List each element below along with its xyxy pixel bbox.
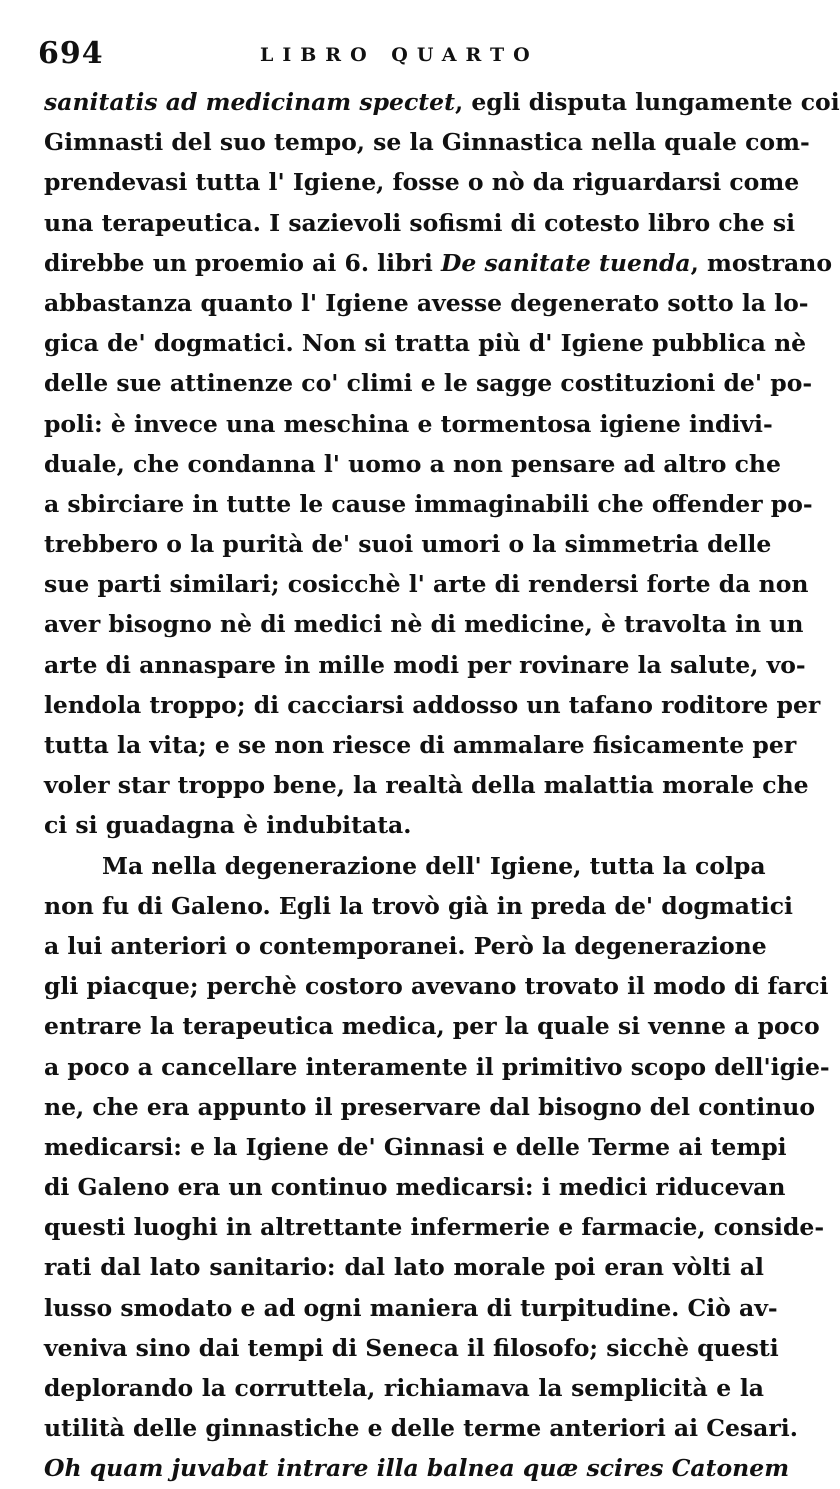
text-line [44,805,764,845]
text-segment: Ma nella degenerazione dell' Igiene, tutta la colpa [102,851,766,880]
text-line [44,1207,825,1247]
text-line [44,1167,786,1207]
text-segment: prendevasi tutta l' Igiene, fosse o nò da riguardarsi come [44,168,800,197]
text-segment: lendola troppo; di cacciarsi addosso un tafano roditore per [44,690,821,719]
text-line [44,1247,764,1287]
text-line [44,404,773,444]
text-line [44,886,793,926]
text-segment: trebbero o la purità de' suoi umori o la simmetria delle [44,530,772,559]
text-line [44,323,807,363]
text-segment: medicarsi: e la Igiene de' Ginnasi e delle Terme ai tempi [44,1132,787,1161]
text-segment: una terapeutica. I sazievoli sofismi di cotesto libro che si [44,208,796,237]
text-line [44,564,809,604]
italic-text: sanitatis ad medicinam spectet [44,88,455,116]
text-line [44,162,800,202]
text-line [44,725,797,765]
text-line [44,524,772,564]
text-segment: poli: è invece una meschina e tormentosa igiene indivi- [44,409,773,438]
text-line [44,685,821,725]
text-line [44,444,781,484]
text-line [44,82,840,122]
text-line [44,966,829,1006]
body-text [44,82,840,1489]
text-segment: direbbe un proemio ai 6. libri [44,248,441,277]
text-segment: abbastanza quanto l' Igiene avesse degenerato sotto la lo- [44,288,809,317]
text-segment: a lui anteriori o contemporanei. Però la degenerazione [44,931,767,960]
text-segment: utilità delle ginnastiche e delle terme anteriori ai Cesari. [44,1414,798,1443]
text-segment: lusso smodato e ad ogni maniera di turpitudine. Ciò av- [44,1293,778,1322]
text-segment: ne, che era appunto il preservare dal bisogno del continuo [44,1092,815,1121]
text-line [44,1006,820,1046]
text-segment: delle sue attinenze co' climi e le sagge costituzioni de' po- [44,369,813,398]
text-line [44,765,809,805]
text-segment: sue parti similari; cosicchè l' arte di rendersi forte da non [44,570,809,599]
text-line [44,1328,779,1368]
text-segment: arte di annaspare in mille modi per rovinare la salute, vo- [44,650,806,679]
text-segment: aver bisogno nè di medici nè di medicine, è travolta in un [44,610,804,639]
text-line [44,203,796,243]
text-segment: non fu di Galeno. Egli la trovò già in preda de' dogmatici [44,891,793,920]
text-segment: di Galeno era un continuo medicarsi: i medici riducevan [44,1173,786,1202]
text-segment: gica de' dogmatici. Non si tratta più d' Igiene pubblica nè [44,329,807,358]
italic-text: Oh quam juvabat intrare illa balnea quæ scires Catonem [44,1454,790,1483]
text-line [44,363,813,403]
text-segment: gli piacque; perchè costoro avevano trovato il modo di farci [44,972,829,1001]
text-line [44,1288,778,1328]
text-line [44,846,764,886]
text-line [44,1087,815,1127]
text-segment: questi luoghi in altrettante infermerie e farmacie, conside- [44,1213,825,1242]
text-line [44,122,810,162]
text-segment: voler star troppo bene, la realtà della malattia morale che [44,771,809,800]
text-segment: deplorando la corruttela, richiamava la semplicità e la [44,1374,764,1402]
text-segment: duale, che condanna l' uomo a non pensare ad altro che [44,449,781,478]
text-line [44,1408,798,1448]
text-line [44,283,809,323]
text-line [44,645,806,685]
text-line [44,926,767,966]
paragraph [44,846,830,1489]
text-segment: Gimnasti del suo tempo, se la Ginnastica nella quale com- [44,128,810,157]
italic-text: De sanitate tuenda [440,248,691,277]
text-line [44,604,804,644]
text-segment: a sbirciare in tutte le cause immaginabili che offender po- [44,489,813,518]
text-segment: a poco a cancellare interamente il primitivo scopo dell'igie- [44,1052,830,1081]
text-line [44,1368,764,1408]
text-segment: rati dal lato sanitario: dal lato morale poi eran vòlti al [44,1253,764,1282]
text-segment: , mostrano [690,248,832,277]
text-segment: tutta la vita; e se non riesce di ammalare fisicamente per [44,731,797,759]
page-header [0,36,800,76]
text-segment: , egli disputa lungamente coi [454,88,840,116]
text-segment: entrare la terapeutica medica, per la quale si venne a poco [44,1012,820,1041]
running-head: LIBRO QUARTO [260,44,539,66]
text-line [44,1047,830,1087]
paragraph [44,82,840,846]
text-segment: veniva sino dai tempi di Seneca il filosofo; sicchè questi [44,1333,779,1362]
text-segment: ci si guadagna è indubitata. [44,811,412,840]
text-line [44,1448,790,1488]
text-line [44,484,813,524]
text-line [44,243,832,283]
page-number: 694 [38,36,104,71]
text-line [44,1127,787,1167]
